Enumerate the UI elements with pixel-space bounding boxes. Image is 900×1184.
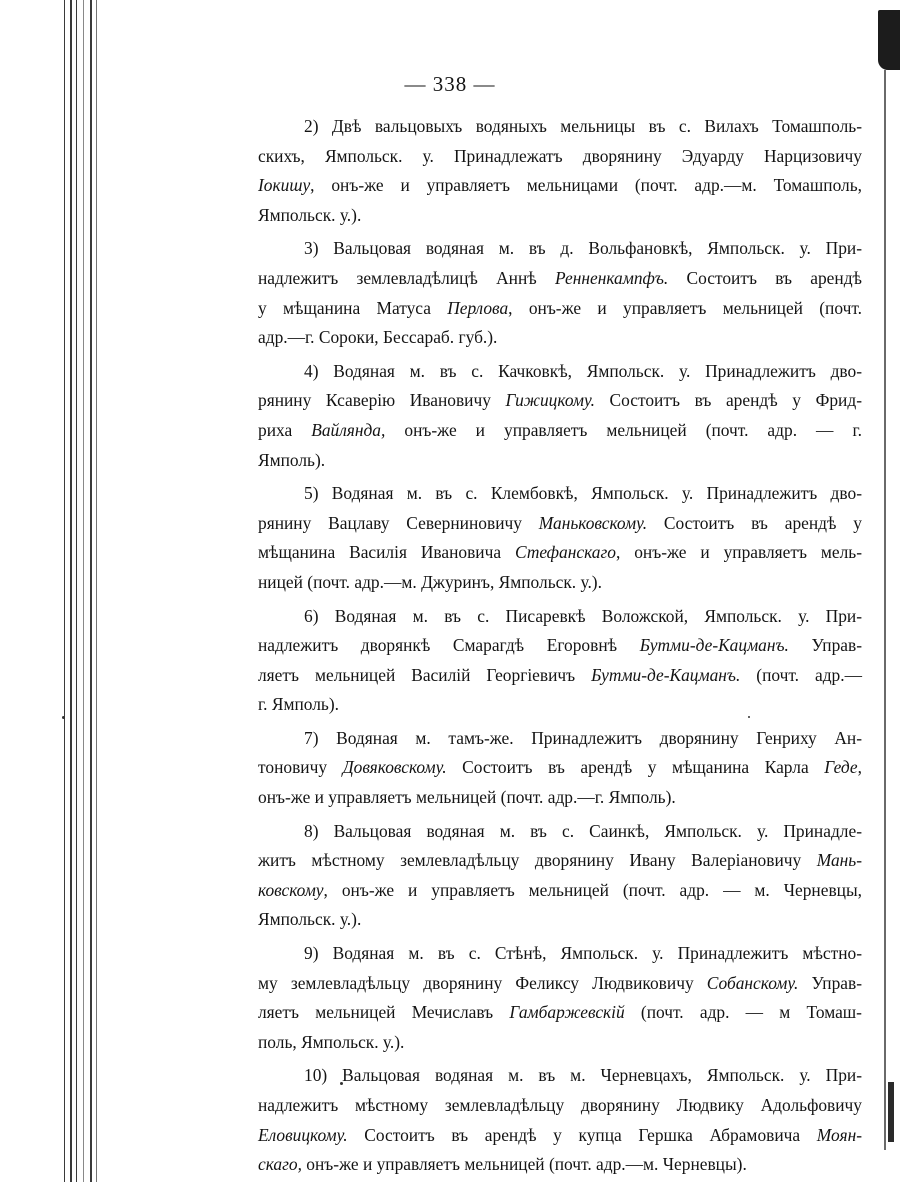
italic-name: Вайлянда, <box>311 419 386 440</box>
text-segment: 8) Вальцовая водяная м. въ с. Саинкѣ, Ямпольск. у. Принадле- <box>304 820 862 841</box>
italic-name: Моян- <box>816 1124 862 1145</box>
italic-name: Гамбаржевскій <box>509 1002 625 1023</box>
italic-name: Іокишу <box>258 175 311 196</box>
entry-paragraph <box>258 479 862 597</box>
text-segment: Управ- <box>798 972 862 993</box>
entry-paragraph <box>258 939 862 1057</box>
text-segment: 4) Водяная м. въ с. Качковкѣ, Ямпольск. у. Принадлежитъ дво- <box>304 360 862 381</box>
text-line <box>258 264 862 294</box>
text-segment: 2) Двѣ вальцовыхъ водяныхъ мельницы въ с. Вилахъ Томашполь- <box>304 116 862 136</box>
text-line <box>258 690 862 720</box>
entry-paragraph <box>258 112 862 230</box>
text-segment: 3) Вальцовая водяная м. въ д. Вольфановкѣ, Ямпольск. у. При- <box>304 238 862 259</box>
text-segment: г. Ямполь). <box>258 694 339 715</box>
text-segment: Ямполь). <box>258 449 326 470</box>
text-segment: ляетъ мельницей Мечиславъ <box>258 1002 510 1023</box>
text-segment: онъ-же и управляетъ мельницей (почт. адр.—г. Ямполь). <box>258 787 676 808</box>
text-segment: рянину Ксаверію Ивановичу <box>258 390 506 411</box>
text-line <box>258 538 862 568</box>
italic-name: скаго, <box>258 1154 302 1175</box>
text-line <box>258 817 862 847</box>
text-line <box>258 142 862 172</box>
text-line <box>258 416 862 446</box>
scan-right-edge <box>876 0 900 1182</box>
text-line <box>258 386 862 416</box>
text-line <box>258 1091 862 1121</box>
text-segment: , онъ-же и управляетъ мель- <box>615 542 862 563</box>
text-segment: Состоитъ въ арендѣ у купца Гершка Абрамовича <box>347 1124 817 1145</box>
entry-paragraph <box>258 234 862 352</box>
text-line <box>258 876 862 906</box>
entry-paragraph <box>258 724 862 813</box>
text-line <box>258 201 862 231</box>
text-line <box>258 661 862 691</box>
italic-name: Перлова <box>447 297 509 318</box>
italic-name: Гижицкому. <box>505 390 595 411</box>
text-segment: 6) Водяная м. въ с. Писаревкѣ Воложской, Ямпольск. у. При- <box>304 605 862 626</box>
text-line <box>258 294 862 324</box>
text-line <box>258 1061 862 1091</box>
text-segment: Управ- <box>788 635 862 656</box>
text-line <box>258 846 862 876</box>
text-line <box>258 724 862 754</box>
text-line <box>258 969 862 999</box>
text-segment: (почт. адр.— <box>740 664 862 685</box>
text-line <box>258 939 862 969</box>
text-segment: житъ мѣстному землевладѣльцу дворянину Ивану Валеріановичу <box>258 850 817 871</box>
italic-name: Бутми-де-Кацманъ. <box>591 664 741 685</box>
text-segment: 7) Водяная м. тамъ-же. Принадлежитъ дворянину Генриху Ан- <box>304 727 862 748</box>
text-line <box>258 1150 862 1180</box>
text-line <box>258 602 862 632</box>
text-segment: рянину Вацлаву Северниновичу <box>258 512 539 533</box>
entry-paragraph <box>258 1061 862 1179</box>
text-segment: , онъ-же и управляетъ мельницами (почт. адр.—м. Томашполь, <box>310 175 862 196</box>
italic-name: Стефанскаго <box>514 542 616 563</box>
text-line <box>258 998 862 1028</box>
text-segment: онъ-же и управляетъ мельницей (почт. адр.—м. Черневцы). <box>301 1154 747 1175</box>
entry-paragraph <box>258 357 862 475</box>
text-line <box>258 171 862 201</box>
text-segment: (почт. адр. — м Томаш- <box>624 1002 862 1023</box>
text-segment: ницей (почт. адр.—м. Джуринъ, Ямпольск. у.). <box>258 571 602 592</box>
text-segment: Ямпольск. у.). <box>258 204 362 225</box>
italic-name: Маньковскому. <box>538 512 648 533</box>
scan-speck <box>62 716 65 719</box>
text-segment: надлежитъ дворянкѣ Смарагдѣ Егоровнѣ <box>258 635 640 656</box>
text-segment: адр.—г. Сороки, Бессараб. губ.). <box>258 327 498 348</box>
italic-name: ковскому <box>258 879 324 900</box>
text-line <box>258 357 862 387</box>
text-line <box>258 783 862 813</box>
text-segment: надлежитъ землевладѣлицѣ Аннѣ <box>258 267 556 288</box>
text-segment: онъ-же и управляетъ мельницей (почт. адр. — г. <box>385 419 862 440</box>
italic-name: Собанскому. <box>706 972 799 993</box>
italic-name: Геде <box>824 757 858 778</box>
text-segment: , онъ-же и управляетъ мельницей (почт. <box>508 297 862 318</box>
entry-paragraph <box>258 602 862 720</box>
italic-name: Мань- <box>816 850 862 871</box>
text-line <box>258 1028 862 1058</box>
text-segment: тоновичу <box>258 757 343 778</box>
text-segment: Состоитъ въ арендѣ <box>668 267 862 288</box>
document-body <box>258 112 862 1184</box>
text-segment: скихъ, Ямпольск. у. Принадлежатъ дворянину Эдуарду Нарцизовичу <box>258 145 862 166</box>
italic-name: Бутми-де-Кацманъ. <box>639 635 789 656</box>
text-segment: у мѣщанина Матуса <box>258 297 448 318</box>
text-line <box>258 446 862 476</box>
text-segment: Состоитъ въ арендѣ у Фрид- <box>594 390 862 411</box>
entry-paragraph <box>258 817 862 935</box>
text-line <box>258 631 862 661</box>
text-line <box>258 509 862 539</box>
text-segment: 10) Вальцовая водяная м. въ м. Черневцахъ, Ямпольск. у. При- <box>304 1065 862 1086</box>
text-segment: поль, Ямпольск. у.). <box>258 1031 405 1052</box>
text-segment: риха <box>258 419 312 440</box>
italic-name: Довяковскому. <box>342 757 447 778</box>
text-segment: Состоитъ въ арендѣ у <box>647 512 862 533</box>
text-line <box>258 753 862 783</box>
text-segment: , онъ-же и управляетъ мельницей (почт. адр. — м. Черневцы, <box>323 879 862 900</box>
text-segment: Состоитъ въ арендѣ у мѣщанина Карла <box>446 757 825 778</box>
page-number: — 338 — <box>404 72 496 96</box>
text-segment: мѣщанина Василія Ивановича <box>258 542 515 563</box>
text-line <box>258 479 862 509</box>
text-segment: , <box>857 757 862 778</box>
text-line <box>258 905 862 935</box>
text-segment: 5) Водяная м. въ с. Клембовкѣ, Ямпольск. у. Принадлежитъ дво- <box>304 483 862 504</box>
text-segment: Ямпольск. у.). <box>258 909 362 930</box>
text-line <box>258 323 862 353</box>
italic-name: Ренненкампфъ. <box>555 267 669 288</box>
scan-binding-edge <box>64 0 108 1182</box>
text-line <box>258 1121 862 1151</box>
text-segment: му землевладѣльцу дворянину Феликсу Людвиковичу <box>258 972 707 993</box>
italic-name: Еловицкому. <box>258 1124 348 1145</box>
text-segment: 9) Водяная м. въ с. Стѣнѣ, Ямпольск. у. Принадлежитъ мѣстно- <box>304 943 862 964</box>
text-line <box>258 568 862 598</box>
text-segment: надлежитъ мѣстному землевладѣльцу дворянину Людвику Адольфовичу <box>258 1095 862 1115</box>
text-segment: ляетъ мельницей Василій Георгіевичъ <box>258 664 592 685</box>
text-line <box>258 112 862 142</box>
text-line <box>258 234 862 264</box>
